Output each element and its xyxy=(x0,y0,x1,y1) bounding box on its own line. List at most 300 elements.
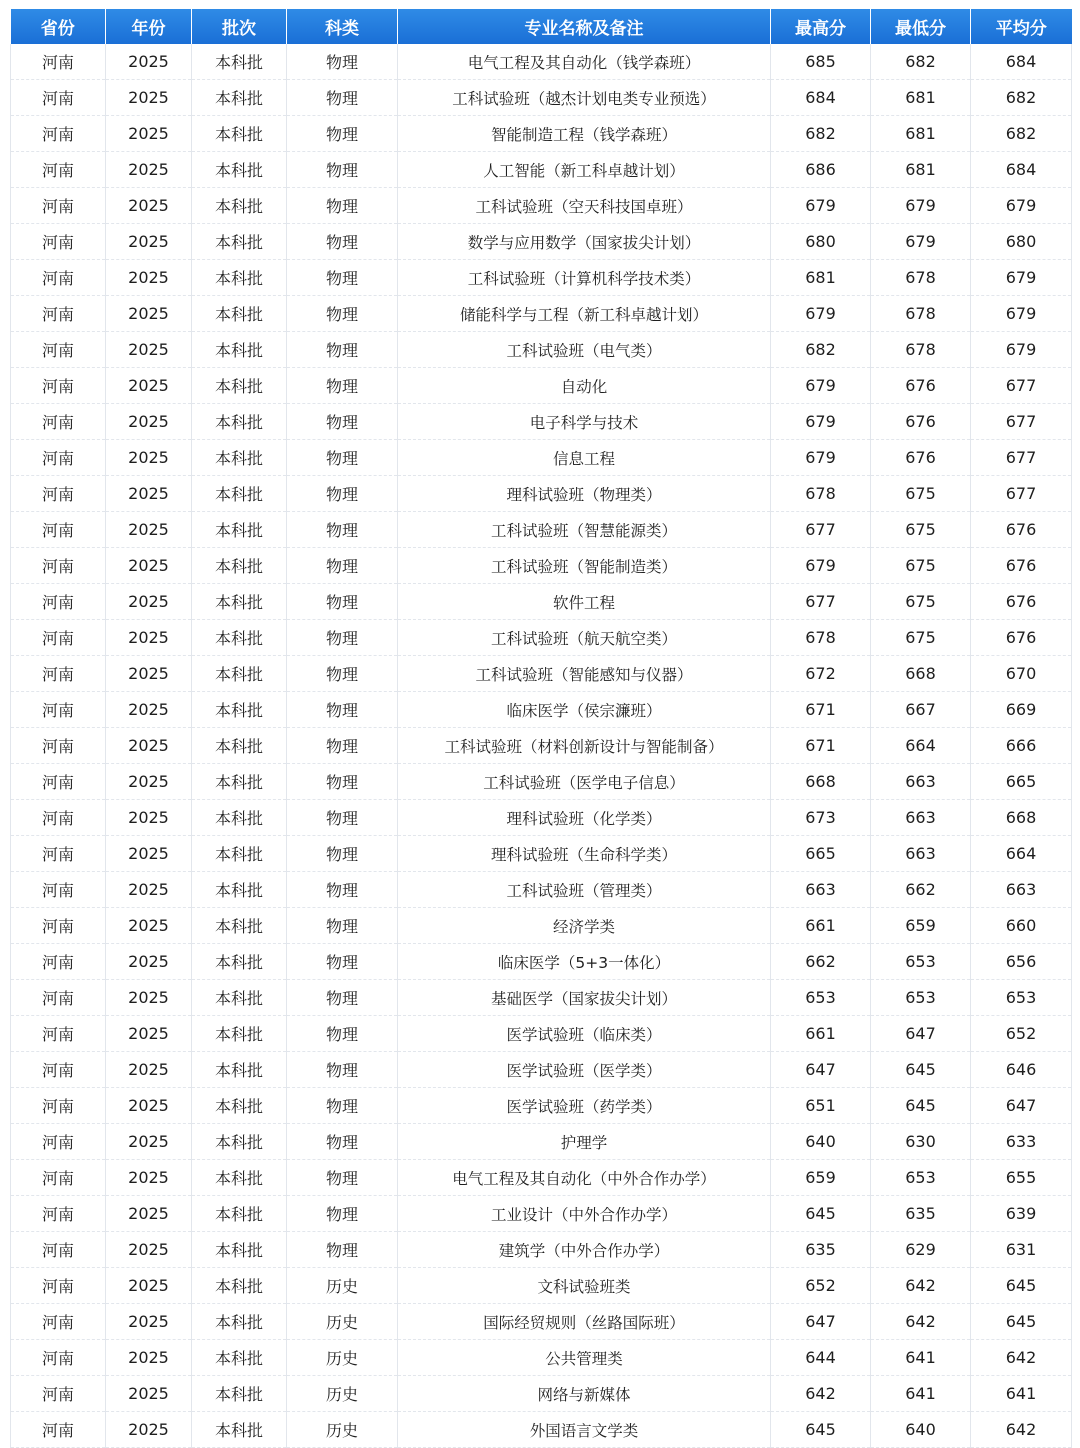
cell-province: 河南 xyxy=(11,1340,106,1376)
cell-major: 工科试验班（计算机科学技术类） xyxy=(398,260,771,296)
cell-min-score: 641 xyxy=(871,1376,971,1412)
cell-province: 河南 xyxy=(11,332,106,368)
cell-min-score: 675 xyxy=(871,584,971,620)
cell-province: 河南 xyxy=(11,620,106,656)
cell-avg-score: 642 xyxy=(971,1340,1072,1376)
cell-avg-score: 663 xyxy=(971,872,1072,908)
cell-max-score: 661 xyxy=(771,908,871,944)
cell-min-score: 681 xyxy=(871,152,971,188)
table-row xyxy=(11,584,1072,620)
cell-avg-score: 655 xyxy=(971,1160,1072,1196)
cell-batch: 本科批 xyxy=(192,116,287,152)
cell-batch: 本科批 xyxy=(192,1160,287,1196)
cell-batch: 本科批 xyxy=(192,440,287,476)
cell-min-score: 641 xyxy=(871,1340,971,1376)
header-province: 省份 xyxy=(11,9,106,44)
cell-max-score: 682 xyxy=(771,332,871,368)
cell-subject: 物理 xyxy=(287,944,398,980)
cell-max-score: 685 xyxy=(771,44,871,80)
cell-min-score: 663 xyxy=(871,764,971,800)
cell-province: 河南 xyxy=(11,944,106,980)
cell-batch: 本科批 xyxy=(192,944,287,980)
cell-year: 2025 xyxy=(106,116,192,152)
cell-subject: 物理 xyxy=(287,440,398,476)
cell-subject: 物理 xyxy=(287,1124,398,1160)
cell-year: 2025 xyxy=(106,1160,192,1196)
cell-major: 电气工程及其自动化（钱学森班） xyxy=(398,44,771,80)
cell-batch: 本科批 xyxy=(192,332,287,368)
cell-max-score: 661 xyxy=(771,1016,871,1052)
cell-min-score: 675 xyxy=(871,620,971,656)
cell-max-score: 640 xyxy=(771,1124,871,1160)
cell-min-score: 630 xyxy=(871,1124,971,1160)
cell-batch: 本科批 xyxy=(192,548,287,584)
cell-min-score: 681 xyxy=(871,116,971,152)
cell-province: 河南 xyxy=(11,260,106,296)
cell-year: 2025 xyxy=(106,1376,192,1412)
table-header xyxy=(11,9,1072,44)
cell-subject: 物理 xyxy=(287,260,398,296)
cell-avg-score: 682 xyxy=(971,80,1072,116)
cell-max-score: 684 xyxy=(771,80,871,116)
table-row xyxy=(11,1232,1072,1268)
table-row xyxy=(11,224,1072,260)
cell-subject: 历史 xyxy=(287,1340,398,1376)
cell-batch: 本科批 xyxy=(192,512,287,548)
cell-province: 河南 xyxy=(11,368,106,404)
cell-min-score: 635 xyxy=(871,1196,971,1232)
cell-min-score: 679 xyxy=(871,224,971,260)
cell-min-score: 675 xyxy=(871,512,971,548)
cell-batch: 本科批 xyxy=(192,764,287,800)
cell-avg-score: 660 xyxy=(971,908,1072,944)
cell-max-score: 645 xyxy=(771,1196,871,1232)
cell-avg-score: 680 xyxy=(971,224,1072,260)
cell-min-score: 668 xyxy=(871,656,971,692)
cell-major: 电气工程及其自动化（中外合作办学） xyxy=(398,1160,771,1196)
cell-year: 2025 xyxy=(106,944,192,980)
cell-max-score: 645 xyxy=(771,1412,871,1448)
cell-avg-score: 652 xyxy=(971,1016,1072,1052)
cell-max-score: 677 xyxy=(771,512,871,548)
cell-batch: 本科批 xyxy=(192,152,287,188)
cell-major: 临床医学（侯宗濂班） xyxy=(398,692,771,728)
table-row xyxy=(11,80,1072,116)
cell-subject: 物理 xyxy=(287,1052,398,1088)
cell-year: 2025 xyxy=(106,1304,192,1340)
cell-province: 河南 xyxy=(11,1304,106,1340)
cell-major: 工科试验班（越杰计划电类专业预选） xyxy=(398,80,771,116)
cell-province: 河南 xyxy=(11,440,106,476)
cell-major: 储能科学与工程（新工科卓越计划） xyxy=(398,296,771,332)
table-row xyxy=(11,404,1072,440)
cell-province: 河南 xyxy=(11,188,106,224)
cell-major: 公共管理类 xyxy=(398,1340,771,1376)
cell-batch: 本科批 xyxy=(192,1232,287,1268)
cell-province: 河南 xyxy=(11,512,106,548)
cell-max-score: 679 xyxy=(771,404,871,440)
cell-subject: 物理 xyxy=(287,620,398,656)
cell-batch: 本科批 xyxy=(192,1196,287,1232)
cell-batch: 本科批 xyxy=(192,296,287,332)
cell-major: 工科试验班（医学电子信息） xyxy=(398,764,771,800)
cell-batch: 本科批 xyxy=(192,368,287,404)
cell-min-score: 647 xyxy=(871,1016,971,1052)
cell-year: 2025 xyxy=(106,1412,192,1448)
cell-major: 理科试验班（化学类） xyxy=(398,800,771,836)
cell-year: 2025 xyxy=(106,188,192,224)
table-row xyxy=(11,872,1072,908)
cell-avg-score: 677 xyxy=(971,476,1072,512)
cell-major: 工科试验班（航天航空类） xyxy=(398,620,771,656)
cell-min-score: 640 xyxy=(871,1412,971,1448)
cell-province: 河南 xyxy=(11,476,106,512)
cell-major: 工科试验班（智能制造类） xyxy=(398,548,771,584)
cell-avg-score: 677 xyxy=(971,440,1072,476)
cell-avg-score: 653 xyxy=(971,980,1072,1016)
cell-subject: 物理 xyxy=(287,728,398,764)
cell-subject: 物理 xyxy=(287,116,398,152)
table-row xyxy=(11,944,1072,980)
cell-avg-score: 668 xyxy=(971,800,1072,836)
cell-subject: 物理 xyxy=(287,332,398,368)
cell-year: 2025 xyxy=(106,260,192,296)
cell-province: 河南 xyxy=(11,1160,106,1196)
table-row xyxy=(11,332,1072,368)
cell-batch: 本科批 xyxy=(192,584,287,620)
cell-year: 2025 xyxy=(106,80,192,116)
cell-province: 河南 xyxy=(11,872,106,908)
cell-province: 河南 xyxy=(11,404,106,440)
cell-batch: 本科批 xyxy=(192,692,287,728)
cell-avg-score: 669 xyxy=(971,692,1072,728)
cell-max-score: 635 xyxy=(771,1232,871,1268)
cell-province: 河南 xyxy=(11,116,106,152)
table-body xyxy=(11,44,1072,1448)
table-row xyxy=(11,368,1072,404)
table-row xyxy=(11,440,1072,476)
score-table-container xyxy=(10,9,1071,1448)
table-row xyxy=(11,980,1072,1016)
cell-max-score: 659 xyxy=(771,1160,871,1196)
cell-subject: 物理 xyxy=(287,548,398,584)
cell-year: 2025 xyxy=(106,512,192,548)
cell-batch: 本科批 xyxy=(192,260,287,296)
cell-max-score: 679 xyxy=(771,368,871,404)
cell-year: 2025 xyxy=(106,296,192,332)
cell-min-score: 663 xyxy=(871,836,971,872)
cell-avg-score: 666 xyxy=(971,728,1072,764)
cell-max-score: 679 xyxy=(771,548,871,584)
table-row xyxy=(11,1016,1072,1052)
cell-min-score: 679 xyxy=(871,188,971,224)
cell-major: 自动化 xyxy=(398,368,771,404)
cell-max-score: 647 xyxy=(771,1304,871,1340)
cell-max-score: 668 xyxy=(771,764,871,800)
cell-year: 2025 xyxy=(106,440,192,476)
cell-max-score: 678 xyxy=(771,476,871,512)
table-row xyxy=(11,1376,1072,1412)
cell-major: 理科试验班（物理类） xyxy=(398,476,771,512)
cell-avg-score: 676 xyxy=(971,548,1072,584)
cell-year: 2025 xyxy=(106,1268,192,1304)
cell-year: 2025 xyxy=(106,548,192,584)
cell-avg-score: 676 xyxy=(971,620,1072,656)
cell-batch: 本科批 xyxy=(192,80,287,116)
cell-avg-score: 679 xyxy=(971,188,1072,224)
cell-batch: 本科批 xyxy=(192,728,287,764)
table-row xyxy=(11,1340,1072,1376)
cell-year: 2025 xyxy=(106,1232,192,1268)
cell-avg-score: 645 xyxy=(971,1304,1072,1340)
cell-avg-score: 679 xyxy=(971,296,1072,332)
cell-year: 2025 xyxy=(106,872,192,908)
cell-batch: 本科批 xyxy=(192,800,287,836)
cell-max-score: 680 xyxy=(771,224,871,260)
cell-batch: 本科批 xyxy=(192,404,287,440)
cell-province: 河南 xyxy=(11,1052,106,1088)
cell-max-score: 679 xyxy=(771,188,871,224)
cell-province: 河南 xyxy=(11,728,106,764)
table-row xyxy=(11,728,1072,764)
cell-batch: 本科批 xyxy=(192,908,287,944)
cell-major: 经济学类 xyxy=(398,908,771,944)
cell-min-score: 653 xyxy=(871,1160,971,1196)
cell-min-score: 676 xyxy=(871,404,971,440)
cell-province: 河南 xyxy=(11,584,106,620)
cell-subject: 物理 xyxy=(287,656,398,692)
header-year: 年份 xyxy=(106,9,192,44)
table-row xyxy=(11,692,1072,728)
cell-subject: 物理 xyxy=(287,1196,398,1232)
cell-year: 2025 xyxy=(106,1340,192,1376)
cell-min-score: 667 xyxy=(871,692,971,728)
cell-avg-score: 679 xyxy=(971,332,1072,368)
cell-subject: 物理 xyxy=(287,188,398,224)
cell-major: 智能制造工程（钱学森班） xyxy=(398,116,771,152)
cell-max-score: 653 xyxy=(771,980,871,1016)
cell-province: 河南 xyxy=(11,764,106,800)
cell-province: 河南 xyxy=(11,908,106,944)
cell-major: 临床医学（5+3一体化） xyxy=(398,944,771,980)
cell-subject: 物理 xyxy=(287,1016,398,1052)
cell-major: 基础医学（国家拔尖计划） xyxy=(398,980,771,1016)
cell-year: 2025 xyxy=(106,620,192,656)
table-row xyxy=(11,296,1072,332)
cell-province: 河南 xyxy=(11,1376,106,1412)
cell-year: 2025 xyxy=(106,224,192,260)
cell-year: 2025 xyxy=(106,908,192,944)
cell-max-score: 679 xyxy=(771,440,871,476)
cell-year: 2025 xyxy=(106,44,192,80)
cell-subject: 物理 xyxy=(287,800,398,836)
cell-major: 信息工程 xyxy=(398,440,771,476)
cell-batch: 本科批 xyxy=(192,1124,287,1160)
cell-batch: 本科批 xyxy=(192,224,287,260)
cell-major: 工科试验班（电气类） xyxy=(398,332,771,368)
header-max-score: 最高分 xyxy=(771,9,871,44)
cell-subject: 物理 xyxy=(287,80,398,116)
cell-batch: 本科批 xyxy=(192,476,287,512)
cell-batch: 本科批 xyxy=(192,836,287,872)
cell-subject: 物理 xyxy=(287,908,398,944)
cell-major: 医学试验班（临床类） xyxy=(398,1016,771,1052)
cell-major: 护理学 xyxy=(398,1124,771,1160)
cell-year: 2025 xyxy=(106,476,192,512)
cell-major: 工科试验班（空天科技国卓班） xyxy=(398,188,771,224)
cell-max-score: 679 xyxy=(771,296,871,332)
cell-province: 河南 xyxy=(11,296,106,332)
cell-year: 2025 xyxy=(106,800,192,836)
cell-year: 2025 xyxy=(106,1124,192,1160)
cell-year: 2025 xyxy=(106,836,192,872)
cell-avg-score: 639 xyxy=(971,1196,1072,1232)
cell-min-score: 675 xyxy=(871,548,971,584)
table-row xyxy=(11,188,1072,224)
cell-batch: 本科批 xyxy=(192,1376,287,1412)
cell-subject: 物理 xyxy=(287,152,398,188)
cell-max-score: 673 xyxy=(771,800,871,836)
cell-min-score: 645 xyxy=(871,1088,971,1124)
cell-major: 工科试验班（管理类） xyxy=(398,872,771,908)
cell-province: 河南 xyxy=(11,44,106,80)
cell-max-score: 681 xyxy=(771,260,871,296)
cell-min-score: 676 xyxy=(871,440,971,476)
cell-province: 河南 xyxy=(11,692,106,728)
cell-min-score: 642 xyxy=(871,1304,971,1340)
cell-batch: 本科批 xyxy=(192,1052,287,1088)
cell-subject: 历史 xyxy=(287,1376,398,1412)
header-row xyxy=(11,9,1072,44)
cell-max-score: 686 xyxy=(771,152,871,188)
cell-batch: 本科批 xyxy=(192,44,287,80)
cell-max-score: 651 xyxy=(771,1088,871,1124)
cell-province: 河南 xyxy=(11,548,106,584)
cell-batch: 本科批 xyxy=(192,1304,287,1340)
cell-max-score: 652 xyxy=(771,1268,871,1304)
table-row xyxy=(11,548,1072,584)
cell-avg-score: 633 xyxy=(971,1124,1072,1160)
cell-batch: 本科批 xyxy=(192,620,287,656)
cell-year: 2025 xyxy=(106,728,192,764)
cell-major: 人工智能（新工科卓越计划） xyxy=(398,152,771,188)
cell-avg-score: 656 xyxy=(971,944,1072,980)
cell-province: 河南 xyxy=(11,224,106,260)
table-row xyxy=(11,656,1072,692)
table-row xyxy=(11,908,1072,944)
cell-year: 2025 xyxy=(106,656,192,692)
cell-avg-score: 670 xyxy=(971,656,1072,692)
cell-min-score: 678 xyxy=(871,260,971,296)
cell-max-score: 642 xyxy=(771,1376,871,1412)
cell-subject: 物理 xyxy=(287,368,398,404)
cell-major: 工科试验班（智能感知与仪器） xyxy=(398,656,771,692)
header-batch: 批次 xyxy=(192,9,287,44)
cell-subject: 物理 xyxy=(287,872,398,908)
cell-avg-score: 631 xyxy=(971,1232,1072,1268)
cell-year: 2025 xyxy=(106,1052,192,1088)
cell-min-score: 676 xyxy=(871,368,971,404)
cell-province: 河南 xyxy=(11,1088,106,1124)
cell-max-score: 665 xyxy=(771,836,871,872)
cell-major: 工科试验班（材料创新设计与智能制备） xyxy=(398,728,771,764)
cell-max-score: 672 xyxy=(771,656,871,692)
cell-province: 河南 xyxy=(11,1016,106,1052)
cell-max-score: 662 xyxy=(771,944,871,980)
cell-subject: 物理 xyxy=(287,980,398,1016)
cell-min-score: 663 xyxy=(871,800,971,836)
cell-year: 2025 xyxy=(106,692,192,728)
cell-major: 医学试验班（药学类） xyxy=(398,1088,771,1124)
cell-subject: 物理 xyxy=(287,1088,398,1124)
cell-avg-score: 682 xyxy=(971,116,1072,152)
cell-batch: 本科批 xyxy=(192,872,287,908)
cell-subject: 物理 xyxy=(287,296,398,332)
cell-min-score: 645 xyxy=(871,1052,971,1088)
cell-subject: 物理 xyxy=(287,764,398,800)
cell-batch: 本科批 xyxy=(192,656,287,692)
table-row xyxy=(11,1124,1072,1160)
table-row xyxy=(11,260,1072,296)
cell-min-score: 675 xyxy=(871,476,971,512)
cell-year: 2025 xyxy=(106,368,192,404)
cell-avg-score: 665 xyxy=(971,764,1072,800)
cell-subject: 物理 xyxy=(287,404,398,440)
cell-major: 工业设计（中外合作办学） xyxy=(398,1196,771,1232)
cell-max-score: 671 xyxy=(771,692,871,728)
cell-subject: 物理 xyxy=(287,836,398,872)
cell-subject: 物理 xyxy=(287,476,398,512)
cell-province: 河南 xyxy=(11,656,106,692)
cell-province: 河南 xyxy=(11,1268,106,1304)
cell-subject: 物理 xyxy=(287,692,398,728)
cell-batch: 本科批 xyxy=(192,980,287,1016)
cell-avg-score: 677 xyxy=(971,404,1072,440)
score-table xyxy=(10,9,1072,1448)
cell-subject: 物理 xyxy=(287,584,398,620)
table-row xyxy=(11,1196,1072,1232)
cell-major: 理科试验班（生命科学类） xyxy=(398,836,771,872)
cell-subject: 物理 xyxy=(287,1232,398,1268)
cell-subject: 历史 xyxy=(287,1268,398,1304)
cell-avg-score: 684 xyxy=(971,44,1072,80)
header-subject: 科类 xyxy=(287,9,398,44)
cell-subject: 物理 xyxy=(287,1160,398,1196)
cell-subject: 物理 xyxy=(287,224,398,260)
cell-min-score: 653 xyxy=(871,980,971,1016)
cell-major: 文科试验班类 xyxy=(398,1268,771,1304)
cell-batch: 本科批 xyxy=(192,1412,287,1448)
cell-subject: 物理 xyxy=(287,44,398,80)
cell-subject: 物理 xyxy=(287,512,398,548)
table-row xyxy=(11,1268,1072,1304)
cell-batch: 本科批 xyxy=(192,1016,287,1052)
cell-max-score: 678 xyxy=(771,620,871,656)
table-row xyxy=(11,512,1072,548)
cell-avg-score: 647 xyxy=(971,1088,1072,1124)
table-row xyxy=(11,1412,1072,1448)
cell-min-score: 629 xyxy=(871,1232,971,1268)
cell-avg-score: 646 xyxy=(971,1052,1072,1088)
cell-subject: 历史 xyxy=(287,1412,398,1448)
cell-year: 2025 xyxy=(106,1088,192,1124)
cell-year: 2025 xyxy=(106,584,192,620)
cell-major: 软件工程 xyxy=(398,584,771,620)
cell-max-score: 677 xyxy=(771,584,871,620)
table-row xyxy=(11,1052,1072,1088)
header-min-score: 最低分 xyxy=(871,9,971,44)
cell-province: 河南 xyxy=(11,1232,106,1268)
